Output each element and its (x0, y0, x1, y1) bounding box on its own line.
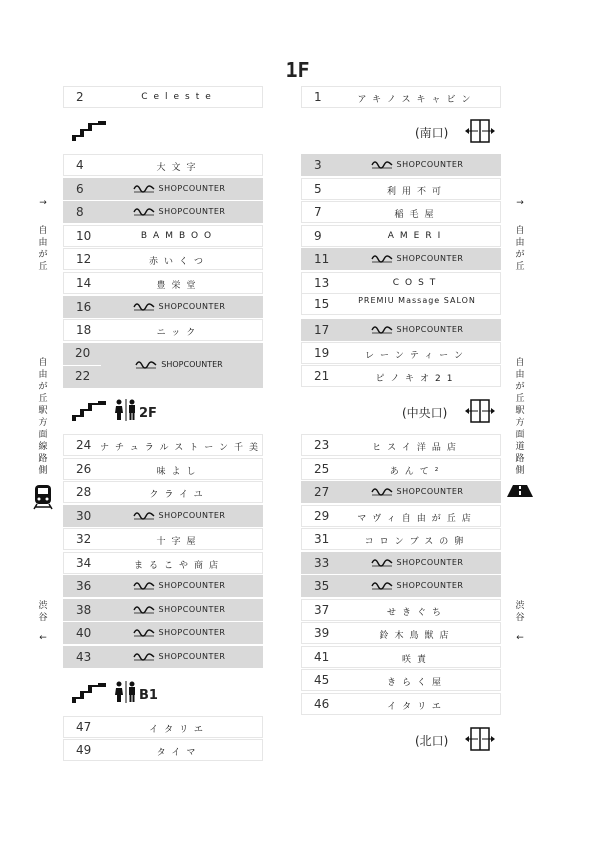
shop-name-text: 稲毛屋 (394, 210, 440, 220)
shop-number: 43 (76, 650, 92, 664)
shop-row (301, 528, 501, 550)
shop-row (301, 319, 501, 341)
side-label-left-mid: 自 由 が 丘 駅 方 面 線 路 側 (38, 358, 48, 476)
floor-title: 1F (285, 58, 310, 82)
shop-row (63, 201, 263, 223)
shop-name-text: アキノスキャビン (357, 95, 477, 105)
shop-number: 3 (314, 158, 322, 172)
shop-name (100, 558, 258, 571)
shop-name-text: クライユ (149, 490, 209, 500)
shop-name (100, 160, 258, 173)
shop-name (100, 464, 258, 477)
shop-name (100, 278, 258, 291)
floor-label-b1: B1 (139, 687, 158, 703)
shop-name (338, 605, 496, 618)
shop-name-text: SHOPCOUNTER (396, 325, 464, 334)
shop-number: 4 (76, 158, 84, 172)
side-arrow-left-left: ← (39, 633, 47, 643)
shop-number: 22 (75, 369, 91, 383)
shopcounter-label (99, 360, 259, 369)
side-arrow-right-right: → (516, 198, 524, 208)
shopcounter-logo-icon (371, 559, 393, 567)
side-label-right-top: 自 由 が 丘 (515, 226, 525, 272)
shop-number: 6 (76, 182, 84, 196)
shop-name (100, 745, 258, 758)
shop-row (301, 178, 501, 200)
shop-name-text: SHOPCOUNTER (158, 207, 226, 216)
shopcounter-label (338, 487, 496, 496)
shopcounter-logo-icon (371, 488, 393, 496)
floor-label-2f: 2F (139, 405, 157, 421)
shop-name-text: 咲責 (401, 655, 432, 665)
shop-number: 12 (76, 252, 92, 266)
shop-row (63, 505, 263, 527)
shop-name-text: イタリエ (149, 725, 209, 735)
shop-name-text: SHOPCOUNTER (161, 360, 223, 369)
shop-name (338, 348, 496, 361)
shop-name (100, 440, 265, 453)
door-icon (465, 119, 495, 143)
shop-row (63, 599, 263, 621)
road-icon (507, 485, 533, 497)
shop-name-text: PREMIU Massage SALON (358, 296, 476, 305)
shop-name-text: あんて² (389, 467, 445, 477)
shopcounter-logo-icon (135, 361, 157, 369)
shopcounter-label (100, 581, 258, 590)
shop-row (301, 575, 501, 597)
shop-row (301, 272, 501, 294)
stairs-icon (72, 401, 106, 421)
shopcounter-logo-icon (371, 255, 393, 263)
shop-number: 8 (76, 205, 84, 219)
door-icon (465, 399, 495, 423)
shop-number: 33 (314, 556, 330, 570)
shop-name-text: BAMBOO (140, 231, 218, 241)
shopcounter-label (100, 511, 258, 520)
shopcounter-label (100, 302, 258, 311)
shopcounter-logo-icon (371, 326, 393, 334)
shop-row (301, 669, 501, 691)
shopcounter-label (338, 160, 496, 169)
shop-name-text: SHOPCOUNTER (396, 487, 464, 496)
shop-name-text: SHOPCOUNTER (396, 254, 464, 263)
shop-name-text: 十字屋 (156, 537, 202, 547)
side-arrow-left-right: ← (516, 633, 524, 643)
stairs-icon (72, 683, 106, 703)
shop-number: 10 (76, 229, 92, 243)
shop-row (63, 248, 263, 270)
shop-name-text: SHOPCOUNTER (158, 652, 226, 661)
shop-name-text: イタリエ (387, 702, 447, 712)
shop-name (100, 487, 258, 500)
shop-name-text: コロンブスの卵 (364, 537, 470, 547)
shop-row (63, 528, 263, 550)
shop-number: 2 (76, 90, 84, 104)
exit-south-label: (南口) (415, 126, 449, 140)
shopcounter-label (338, 581, 496, 590)
shop-name (338, 92, 496, 105)
shop-number: 31 (314, 532, 330, 546)
shop-name (100, 325, 258, 338)
shop-name-text: 味よし (156, 467, 202, 477)
train-icon (33, 484, 53, 510)
shop-row (301, 505, 501, 527)
shop-row (63, 296, 263, 318)
restroom-icon (114, 399, 138, 421)
shop-row (301, 293, 501, 315)
shop-number: 45 (314, 673, 330, 687)
shop-name (100, 92, 258, 102)
shop-row (301, 552, 501, 574)
shop-name (338, 699, 496, 712)
shop-number: 16 (76, 300, 92, 314)
shop-name-text: SHOPCOUNTER (396, 160, 464, 169)
shop-name-text: まるこや商店 (133, 561, 224, 571)
shop-number: 32 (76, 532, 92, 546)
shop-number: 29 (314, 509, 330, 523)
shop-name (338, 184, 496, 197)
shop-name-text: SHOPCOUNTER (158, 628, 226, 637)
shop-number: 37 (314, 603, 330, 617)
shop-number: 35 (314, 579, 330, 593)
shop-number: 36 (76, 579, 92, 593)
shop-row (63, 458, 263, 480)
shop-name (100, 231, 258, 241)
side-label-left-top: 自 由 が 丘 (38, 226, 48, 272)
shop-row (63, 178, 263, 200)
shop-row (63, 86, 263, 108)
shopcounter-logo-icon (133, 303, 155, 311)
shop-name-text: ニック (156, 328, 202, 338)
shop-name-text: AMERI (387, 231, 447, 241)
shop-name-text: COST (392, 278, 442, 288)
shop-name-text: ピノキオ21 (375, 374, 459, 384)
shopcounter-label (100, 628, 258, 637)
shop-name-text: ナチュラルストーン千美 (100, 443, 265, 453)
shop-name-text: SHOPCOUNTER (158, 184, 226, 193)
shop-number: 11 (314, 252, 330, 266)
shop-number: 21 (314, 369, 330, 383)
shop-number: 17 (314, 323, 330, 337)
shop-row (301, 693, 501, 715)
shop-row (301, 481, 501, 503)
restroom-b1 (114, 681, 158, 703)
restroom-icon (114, 681, 138, 703)
shop-name-text: 豊栄堂 (156, 281, 202, 291)
side-arrow-right-left: → (39, 198, 47, 208)
shop-name-text: SHOPCOUNTER (158, 605, 226, 614)
stairs-icon (72, 121, 106, 141)
shop-number: 30 (76, 509, 92, 523)
shop-row (301, 434, 501, 456)
shop-number: 39 (314, 626, 330, 640)
shopcounter-label (100, 652, 258, 661)
shop-name-text: 利用不可 (386, 187, 447, 197)
shop-name-text: せきぐち (386, 608, 447, 618)
shop-number: 14 (76, 276, 92, 290)
shop-row (301, 342, 501, 364)
shopcounter-logo-icon (133, 512, 155, 520)
shop-number: 18 (76, 323, 92, 337)
shop-name-text: SHOPCOUNTER (158, 581, 226, 590)
shop-row (301, 201, 501, 223)
shop-row (63, 575, 263, 597)
shop-name-text: Celeste (141, 92, 217, 102)
shop-name-text: SHOPCOUNTER (396, 581, 464, 590)
restroom-2f (114, 399, 157, 421)
shop-row (301, 86, 501, 108)
shop-name-text: ヒスイ洋品店 (372, 443, 462, 453)
shop-number: 38 (76, 603, 92, 617)
door-icon (465, 727, 495, 751)
shop-number: 47 (76, 720, 92, 734)
shop-row (63, 552, 263, 574)
shop-name (338, 675, 496, 688)
shop-row (301, 365, 501, 387)
shop-number: 34 (76, 556, 92, 570)
side-label-left-bottom: 渋 谷 (38, 601, 48, 623)
side-label-right-bottom: 渋 谷 (515, 601, 525, 623)
shop-number: 28 (76, 485, 92, 499)
shop-row-merged (63, 343, 263, 388)
shop-row (63, 739, 263, 761)
shop-name-text: きらく屋 (386, 678, 447, 688)
shop-number: 5 (314, 182, 322, 196)
shop-number: 46 (314, 697, 330, 711)
shop-name (338, 207, 496, 220)
shop-row (63, 272, 263, 294)
shop-number: 27 (314, 485, 330, 499)
shop-row (63, 434, 263, 456)
shop-number: 40 (76, 626, 92, 640)
shop-name (100, 534, 258, 547)
shopcounter-logo-icon (133, 582, 155, 590)
shop-name-text: レーンティーン (365, 351, 469, 361)
shop-row (63, 481, 263, 503)
shop-number: 41 (314, 650, 330, 664)
shop-number: 24 (76, 438, 92, 452)
shop-name (100, 254, 258, 267)
exit-north-label: (北口) (415, 734, 449, 748)
shop-number: 49 (76, 743, 92, 757)
shop-name (338, 628, 496, 641)
shop-name-text: 鈴木鳥獣店 (379, 631, 455, 641)
shop-row (301, 622, 501, 644)
shop-row (301, 458, 501, 480)
shop-row (301, 248, 501, 270)
shop-name (338, 278, 496, 288)
shopcounter-logo-icon (133, 185, 155, 193)
shop-name-text: 赤いくつ (148, 257, 209, 267)
shopcounter-label (100, 207, 258, 216)
shop-number: 23 (314, 438, 330, 452)
shop-row (63, 716, 263, 738)
shopcounter-label (100, 605, 258, 614)
shop-number: 25 (314, 462, 330, 476)
shopcounter-logo-icon (133, 653, 155, 661)
shop-name-text: SHOPCOUNTER (158, 511, 226, 520)
row-divider (63, 365, 101, 366)
shop-row (63, 154, 263, 176)
shop-row (301, 154, 501, 176)
shopcounter-logo-icon (371, 582, 393, 590)
shopcounter-logo-icon (133, 606, 155, 614)
shopcounter-label (100, 184, 258, 193)
side-label-right-mid: 自 由 が 丘 駅 方 面 道 路 側 (515, 358, 525, 476)
shop-name (338, 511, 496, 524)
shopcounter-label (338, 254, 496, 263)
shopcounter-logo-icon (133, 208, 155, 216)
shop-name (338, 534, 496, 547)
shop-name (338, 231, 496, 241)
shop-row (63, 225, 263, 247)
shop-number: 1 (314, 90, 322, 104)
shop-name (338, 371, 496, 384)
shop-row (63, 319, 263, 341)
shopcounter-logo-icon (371, 161, 393, 169)
shop-number: 13 (314, 276, 330, 290)
shop-number: 26 (76, 462, 92, 476)
shop-name (338, 440, 496, 453)
shopcounter-logo-icon (133, 629, 155, 637)
shop-number: 20 (75, 346, 91, 360)
shop-name-text: タイマ (156, 748, 202, 758)
shopcounter-label (338, 325, 496, 334)
shop-name-text: マヴィ自由が丘店 (357, 514, 477, 524)
shop-number: 9 (314, 229, 322, 243)
shop-row (301, 225, 501, 247)
shop-number: 19 (314, 346, 330, 360)
shop-row (301, 599, 501, 621)
shop-name-text: 大文字 (156, 163, 202, 173)
shopcounter-label (338, 558, 496, 567)
shop-row (301, 646, 501, 668)
shop-name (100, 722, 258, 735)
shop-name-text: SHOPCOUNTER (158, 302, 226, 311)
shop-row (63, 622, 263, 644)
shop-name (338, 652, 496, 665)
shop-row (63, 646, 263, 668)
shop-name-text: SHOPCOUNTER (396, 558, 464, 567)
exit-central-label: (中央口) (402, 406, 448, 420)
shop-number: 15 (314, 297, 330, 311)
shop-number: 7 (314, 205, 322, 219)
shop-name (338, 464, 496, 477)
shop-name (338, 295, 496, 306)
